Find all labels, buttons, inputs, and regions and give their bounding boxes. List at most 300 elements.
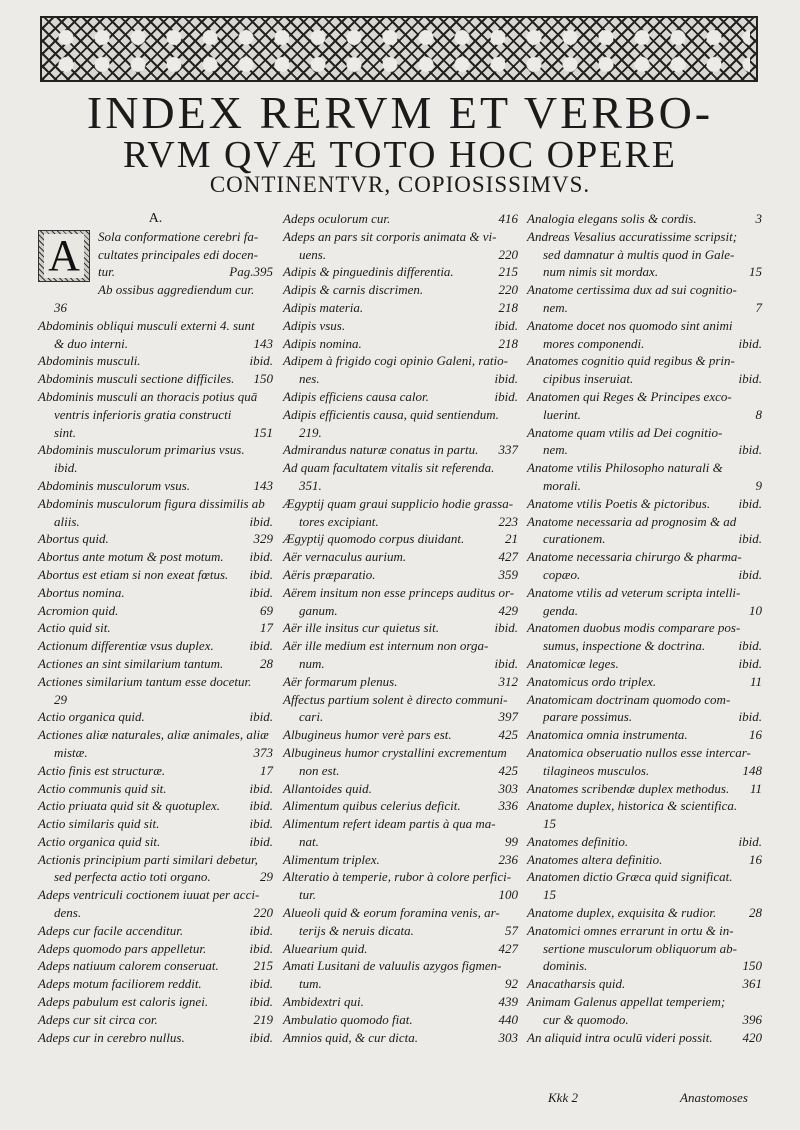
index-entry-page-ref: 427 (498, 549, 518, 565)
index-entry-page-ref: ibid. (738, 655, 762, 671)
index-entry (38, 975, 273, 993)
index-entry (527, 441, 762, 459)
index-entry (38, 993, 273, 1011)
index-entry-page-ref: 9 (755, 477, 762, 493)
index-entry-text: Admirandus naturæ conatus in partu. (283, 442, 479, 458)
index-entry-text: tores excipiant. (299, 513, 379, 529)
index-entry (38, 246, 273, 264)
index-entry (283, 619, 518, 637)
index-entry-text: Anatomicus ordo triplex. (527, 673, 657, 689)
index-entry-text: parare possimus. (543, 709, 633, 725)
index-entry-page-ref: 69 (260, 602, 273, 618)
index-entry-text: Adeps quomodo pars appelletur. (38, 940, 207, 956)
index-entry (283, 886, 518, 904)
index-entry-text: & duo interni. (54, 335, 129, 351)
index-entry-page-ref: 303 (498, 1029, 518, 1045)
index-entry-page-ref: 416 (498, 211, 518, 226)
index-entry-page-ref: 143 (253, 335, 273, 351)
index-entry (283, 477, 518, 495)
index-entry (38, 317, 273, 335)
index-entry (283, 352, 518, 370)
index-entry (283, 708, 518, 726)
index-entry-text: Adipis & carnis discrimen. (283, 282, 424, 298)
index-entry-text: mistæ. (54, 744, 88, 760)
index-entry-text: Anatome vtilis Philosopho naturali & (527, 460, 723, 476)
index-entry (527, 388, 762, 406)
index-entry-page-ref: ibid. (738, 335, 762, 351)
index-entry-page-ref: 21 (505, 531, 518, 547)
index-entry-text: 29 (54, 691, 67, 707)
index-entry (527, 762, 762, 780)
index-entry (283, 406, 518, 424)
index-entry-text: Actionis principium parti similari debetur, (38, 851, 258, 867)
index-entry-text: An aliquid intra oculū videri possit. (527, 1029, 713, 1045)
index-entry-text: Adeps cur in cerebro nullus. (38, 1029, 185, 1045)
index-entry-text: Ambulatio quomodo fiat. (283, 1011, 413, 1027)
index-entry-text: Acromion quid. (38, 602, 119, 618)
index-entry (527, 335, 762, 353)
index-entry-page-ref: ibid. (249, 922, 273, 938)
index-entry-text: Aër vernaculus aurium. (283, 549, 407, 565)
index-entry-text: Actio communis quid sit. (38, 780, 167, 796)
index-entry (38, 335, 273, 353)
index-entry (38, 904, 273, 922)
index-entry-text: nat. (299, 833, 319, 849)
index-entry-page-ref: ibid. (738, 531, 762, 547)
index-entry-page-ref: 3 (755, 211, 762, 226)
index-entry-page-ref: 337 (498, 442, 518, 458)
index-entry (527, 263, 762, 281)
index-entry-text: Anatomes scribendæ duplex methodus. (527, 780, 730, 796)
index-entry-page-ref: ibid. (249, 780, 273, 796)
index-entry (38, 370, 273, 388)
index-entry (527, 424, 762, 442)
index-entry-page-ref: ibid. (494, 655, 518, 671)
index-entry (38, 744, 273, 762)
index-entry (527, 851, 762, 869)
index-entry-page-ref: ibid. (249, 584, 273, 600)
index-entry (283, 335, 518, 353)
index-entry-text: cur & quomodo. (543, 1011, 629, 1027)
index-entry (527, 744, 762, 762)
index-title-line-2: RVM QVÆ TOTO HOC OPERE (122, 134, 678, 176)
drop-cap-initial: A (38, 230, 90, 282)
index-entry-text: Aër formarum plenus. (283, 673, 398, 689)
index-entry-text: Alteratio à temperie, rubor à colore perfici- (283, 869, 512, 885)
index-entry-page-ref: ibid. (249, 549, 273, 565)
index-entry-text: Anatomen qui Reges & Principes exco- (527, 388, 732, 404)
index-entry (527, 299, 762, 317)
index-entry-page-ref: Pag.395 (229, 264, 273, 280)
index-entry-text: tur. (98, 264, 115, 280)
index-entry (38, 1029, 273, 1047)
index-entry-text: Adipis & pinguedinis differentia. (283, 264, 454, 280)
index-entry-page-ref: ibid. (494, 388, 518, 404)
index-entry-text: Albugineus humor verè pars est. (283, 727, 452, 743)
index-entry (283, 762, 518, 780)
index-entry-text: nem. (543, 442, 568, 458)
index-entry (283, 993, 518, 1011)
index-entry-text: dominis. (543, 958, 588, 974)
index-entry (283, 566, 518, 584)
index-entry-text: Actionum differentiæ vsus duplex. (38, 638, 214, 654)
index-entry-page-ref: 11 (749, 780, 762, 796)
index-entry-page-ref: 218 (498, 335, 518, 351)
index-entry-page-ref: 361 (742, 976, 762, 992)
index-entry-page-ref: ibid. (738, 495, 762, 511)
index-entry-text: nes. (299, 371, 320, 387)
index-entry-text: Anatome duplex, exquisita & rudior. (527, 905, 717, 921)
index-entry-text: cipibus inseruiat. (543, 371, 634, 387)
index-entry (38, 584, 273, 602)
index-entry-text: Actiones aliæ naturales, aliæ animales, aliæ (38, 727, 269, 743)
index-entry-text: sed damnatur à multis quod in Gale- (543, 246, 735, 262)
index-entry (283, 1029, 518, 1047)
index-entry-text: ventris inferioris gratia constructi (54, 406, 232, 422)
index-entry-text: tum. (299, 976, 322, 992)
index-entry-text: Ab ossibus aggrediendum cur. (98, 282, 255, 298)
index-entry (283, 495, 518, 513)
index-column-3 (527, 210, 762, 1046)
index-entry (38, 388, 273, 406)
index-entry-page-ref: ibid. (494, 620, 518, 636)
index-entry (527, 459, 762, 477)
index-entry (38, 868, 273, 886)
index-entry-text: Affectus partium solent è directo communi- (283, 691, 508, 707)
index-entry-text: sed perfecta actio toti organo. (54, 869, 211, 885)
index-entry (38, 637, 273, 655)
index-entry-page-ref: 92 (505, 976, 518, 992)
index-entry (527, 993, 762, 1011)
index-entry (38, 691, 273, 709)
index-entry-page-ref: 429 (498, 602, 518, 618)
index-entry-page-ref: 8 (755, 406, 762, 422)
index-entry-text: curationem. (543, 531, 606, 547)
index-entry-text: Anatomes cognitio quid regibus & prin- (527, 353, 735, 369)
index-entry (527, 922, 762, 940)
index-entry-text: Alimentum triplex. (283, 851, 380, 867)
index-entry-text: Aëris præparatio. (283, 566, 376, 582)
index-entry (283, 780, 518, 798)
index-entry-page-ref: 397 (498, 709, 518, 725)
index-entry-page-ref: 303 (498, 780, 518, 796)
index-entry-text: tilagineos musculos. (543, 762, 650, 778)
index-entry-text: terijs & neruis dicata. (299, 922, 414, 938)
index-entry (38, 299, 273, 317)
index-entry (283, 441, 518, 459)
index-entry-page-ref: ibid. (249, 976, 273, 992)
index-entry (38, 548, 273, 566)
index-entry-page-ref: 7 (755, 299, 762, 315)
signature-mark: Kkk 2 (548, 1090, 578, 1105)
index-entry-text: Aër ille medium est internum non orga- (283, 638, 489, 654)
index-entry-page-ref: 439 (498, 994, 518, 1010)
index-entry (38, 228, 273, 246)
index-entry-page-ref: 396 (742, 1011, 762, 1027)
index-entry-text: 36 (54, 299, 67, 315)
index-entry (527, 477, 762, 495)
index-entry-page-ref: ibid. (738, 833, 762, 849)
index-entry (38, 513, 273, 531)
index-entry (527, 246, 762, 264)
index-entry-text: Abdominis musculi sectione difficiles. (38, 371, 235, 387)
index-entry (283, 904, 518, 922)
index-entry-page-ref: 220 (253, 905, 273, 921)
index-entry (283, 388, 518, 406)
index-entry-text: Anatome vtilis ad veterum scripta intelli- (527, 584, 741, 600)
index-entry-page-ref: ibid. (249, 513, 273, 529)
index-entry (527, 691, 762, 709)
index-entry (38, 762, 273, 780)
index-entry-text: 15 (543, 887, 556, 903)
index-entry (38, 655, 273, 673)
index-entry (527, 406, 762, 424)
index-entry-page-ref: 359 (498, 566, 518, 582)
index-entry-text: Alimentum refert ideam partis à qua ma- (283, 816, 496, 832)
index-entry-text: 15 (543, 816, 556, 832)
index-entry-page-ref: 373 (253, 744, 273, 760)
index-entry (527, 904, 762, 922)
index-entry-text: ibid. (54, 460, 78, 476)
index-entry-text: Abdominis obliqui musculi externi 4. sunt (38, 317, 255, 333)
index-entry-text: Actio organica quid. (38, 709, 145, 725)
index-entry (283, 975, 518, 993)
index-entry-text: Abortus nomina. (38, 584, 125, 600)
index-entry-text: Ad quam facultatem vitalis sit referenda. (283, 460, 495, 476)
index-entry (527, 815, 762, 833)
index-entry (527, 530, 762, 548)
index-entry (283, 424, 518, 442)
index-entry (283, 246, 518, 264)
index-entry-text: Amati Lusitani de valuulis azygos figmen- (283, 958, 502, 974)
index-entry-text: 219. (299, 424, 322, 440)
index-entry (527, 708, 762, 726)
index-entry-text: Actiones similarium tantum esse docetur. (38, 673, 252, 689)
index-entry-text: Adeps ventriculi coctionem iuuat per acci- (38, 887, 260, 903)
index-entry-page-ref: 220 (498, 246, 518, 262)
index-entry-page-ref: 16 (749, 851, 762, 867)
index-entry-text: genda. (543, 602, 579, 618)
index-entry (283, 1011, 518, 1029)
index-entry-text: luerint. (543, 406, 581, 422)
index-entry-text: Anatomica obseruatio nullos esse intercar- (527, 744, 751, 760)
index-entry (283, 815, 518, 833)
index-entry-page-ref: 29 (260, 869, 273, 885)
index-entry (527, 548, 762, 566)
index-entry-text: cultates principales edi docen- (98, 246, 258, 262)
index-entry (38, 922, 273, 940)
index-entry (527, 317, 762, 335)
index-entry-page-ref: ibid. (249, 798, 273, 814)
index-entry (283, 940, 518, 958)
index-entry (38, 210, 273, 228)
index-entry (527, 886, 762, 904)
index-entry-text: Ægyptij quomodo corpus diuidant. (283, 531, 465, 547)
index-entry-text: Adeps oculorum cur. (283, 211, 391, 226)
index-entry (283, 317, 518, 335)
index-entry-text: Actiones an sint similarium tantum. (38, 655, 224, 671)
index-entry (527, 584, 762, 602)
index-entry (283, 691, 518, 709)
index-entry-text: nem. (543, 299, 568, 315)
index-entry-page-ref: 218 (498, 299, 518, 315)
index-entry (283, 673, 518, 691)
index-entry-page-ref: ibid. (738, 709, 762, 725)
index-entry-page-ref: 223 (498, 513, 518, 529)
index-entry-page-ref: ibid. (249, 709, 273, 725)
index-entry (38, 726, 273, 744)
index-entry (527, 726, 762, 744)
index-entry (527, 957, 762, 975)
index-entry (38, 477, 273, 495)
index-entry (283, 637, 518, 655)
index-entry (38, 673, 273, 691)
index-entry-page-ref: 236 (498, 851, 518, 867)
index-entry-page-ref: 215 (498, 264, 518, 280)
index-entry-page-ref: 17 (260, 762, 273, 778)
index-title-line-3: CONTINENTVR, COPIOSISSIMVS. (209, 172, 591, 197)
index-title-line-1: INDEX RERVM ET VERBO- (86, 87, 714, 138)
index-entry-text: Aërem insitum non esse princeps auditus or- (283, 584, 515, 600)
index-entry-page-ref: ibid. (249, 638, 273, 654)
index-entry-text: Anatomici omnes errarunt in ortu & in- (527, 922, 734, 938)
index-entry (38, 940, 273, 958)
index-entry-text: Amnios quid, & cur dicta. (283, 1029, 419, 1045)
ornamental-header-band (40, 16, 758, 82)
catchword: Anastomoses (680, 1090, 748, 1105)
index-entry-page-ref: 220 (498, 282, 518, 298)
index-entry-text: Adipis materia. (283, 299, 364, 315)
index-entry (283, 602, 518, 620)
index-entry-page-ref: ibid. (738, 638, 762, 654)
index-entry (527, 566, 762, 584)
index-entry-text: Anatome docet nos quomodo sint animi (527, 317, 733, 333)
index-entry (283, 459, 518, 477)
index-entry-text: Anatome vtilis Poetis & pictoribus. (527, 495, 711, 511)
index-entry-page-ref: 150 (742, 958, 762, 974)
index-entry-text: Abdominis musculorum figura dissimilis ab (38, 495, 265, 511)
index-entry-text: num nimis sit mordax. (543, 264, 659, 280)
index-entry-text: Analogia elegans solis & cordis. (527, 211, 697, 226)
index-entry-text: Anatomicam doctrinam quomodo com- (527, 691, 731, 707)
index-entry-text: Anatome necessaria chirurgo & pharma- (527, 549, 742, 565)
index-entry-text: Anatomica omnia instrumenta. (527, 727, 688, 743)
index-entry-text: Anatomicæ leges. (527, 655, 619, 671)
index-entry-text: Abdominis musculorum primarius vsus. (38, 442, 245, 458)
index-entry (527, 619, 762, 637)
index-entry-text: Abdominis musculi an thoracis potius quā (38, 388, 258, 404)
index-entry-text: Adeps natiuum calorem conseruat. (38, 958, 219, 974)
index-entry-text: Adeps cur sit circa cor. (38, 1011, 158, 1027)
index-entry-page-ref: 16 (749, 727, 762, 743)
index-entry-text: Actio similaris quid sit. (38, 816, 160, 832)
index-entry (527, 281, 762, 299)
index-entry-text: Anatomes altera definitio. (527, 851, 663, 867)
index-entry (38, 708, 273, 726)
index-entry-page-ref: 151 (253, 424, 273, 440)
index-entry-text: sint. (54, 424, 77, 440)
index-entry (527, 975, 762, 993)
index-entry (38, 780, 273, 798)
index-entry (283, 922, 518, 940)
index-entry (527, 352, 762, 370)
index-entry-text: Animam Galenus appellat temperiem; (527, 994, 726, 1010)
index-entry-text: Allantoides quid. (283, 780, 372, 796)
index-entry (283, 851, 518, 869)
index-entry-text: Alueoli quid & eorum foramina venis, ar- (283, 905, 500, 921)
index-entry-page-ref: 11 (749, 673, 762, 689)
index-entry-text: Alimentum quibus celerius deficit. (283, 798, 461, 814)
index-entry (38, 441, 273, 459)
index-entry-text: Adeps an pars sit corporis animata & vi- (283, 228, 497, 244)
index-entry-text: Anatomen dictio Græca quid significat. (527, 869, 733, 885)
index-entry (283, 513, 518, 531)
index-entry (527, 228, 762, 246)
index-entry-text: Adeps motum faciliorem reddit. (38, 976, 202, 992)
index-entry-text: copæo. (543, 566, 581, 582)
index-entry-text: Adipis efficientis causa, quid sentiendum. (283, 406, 499, 422)
index-entry-page-ref: 427 (498, 940, 518, 956)
index-entry-page-ref: ibid. (249, 566, 273, 582)
index-entry-page-ref: ibid. (249, 816, 273, 832)
index-entry (283, 548, 518, 566)
index-entry-page-ref: 100 (498, 887, 518, 903)
index-entry-page-ref: 143 (253, 477, 273, 493)
index-entry (527, 495, 762, 513)
index-entry-text: Anatome necessaria ad prognosim & ad (527, 513, 737, 529)
index-entry-text: Anatomen duobus modis comparare pos- (527, 620, 741, 636)
index-entry (38, 406, 273, 424)
index-entry-page-ref: 10 (749, 602, 762, 618)
index-entry-page-ref: ibid. (249, 833, 273, 849)
index-entry-page-ref: 312 (498, 673, 518, 689)
index-entry (283, 281, 518, 299)
index-entry (38, 263, 273, 281)
index-column-2 (283, 210, 518, 1046)
index-entry (38, 797, 273, 815)
index-entry (283, 263, 518, 281)
index-entry-text: Adipem à frigido cogi opinio Galeni, ratio- (283, 353, 508, 369)
index-entry-page-ref: 425 (498, 727, 518, 743)
index-entry (283, 228, 518, 246)
index-entry (283, 957, 518, 975)
index-entry (283, 210, 518, 228)
index-entry-text: Adipis nomina. (283, 335, 362, 351)
index-entry-page-ref: ibid. (738, 566, 762, 582)
index-entry-page-ref: 28 (749, 905, 762, 921)
index-entry (527, 1029, 762, 1047)
index-entry-page-ref: ibid. (494, 317, 518, 333)
index-entry-page-ref: 336 (498, 798, 518, 814)
index-entry (283, 584, 518, 602)
index-entry-page-ref: 15 (749, 264, 762, 280)
index-entry (527, 1011, 762, 1029)
index-entry-page-ref: 215 (253, 958, 273, 974)
index-entry-page-ref: ibid. (249, 940, 273, 956)
index-entry-page-ref: 17 (260, 620, 273, 636)
index-entry (38, 957, 273, 975)
index-entry-page-ref: 150 (253, 371, 273, 387)
index-entry-text: non est. (299, 762, 340, 778)
index-entry (38, 602, 273, 620)
index-entry-text: dens. (54, 905, 82, 921)
index-entry-text: Anatome certissima dux ad sui cognitio- (527, 282, 737, 298)
index-entry (38, 851, 273, 869)
index-entry (283, 797, 518, 815)
index-entry (527, 513, 762, 531)
index-entry-text: Aluearium quid. (283, 940, 368, 956)
index-entry (527, 780, 762, 798)
